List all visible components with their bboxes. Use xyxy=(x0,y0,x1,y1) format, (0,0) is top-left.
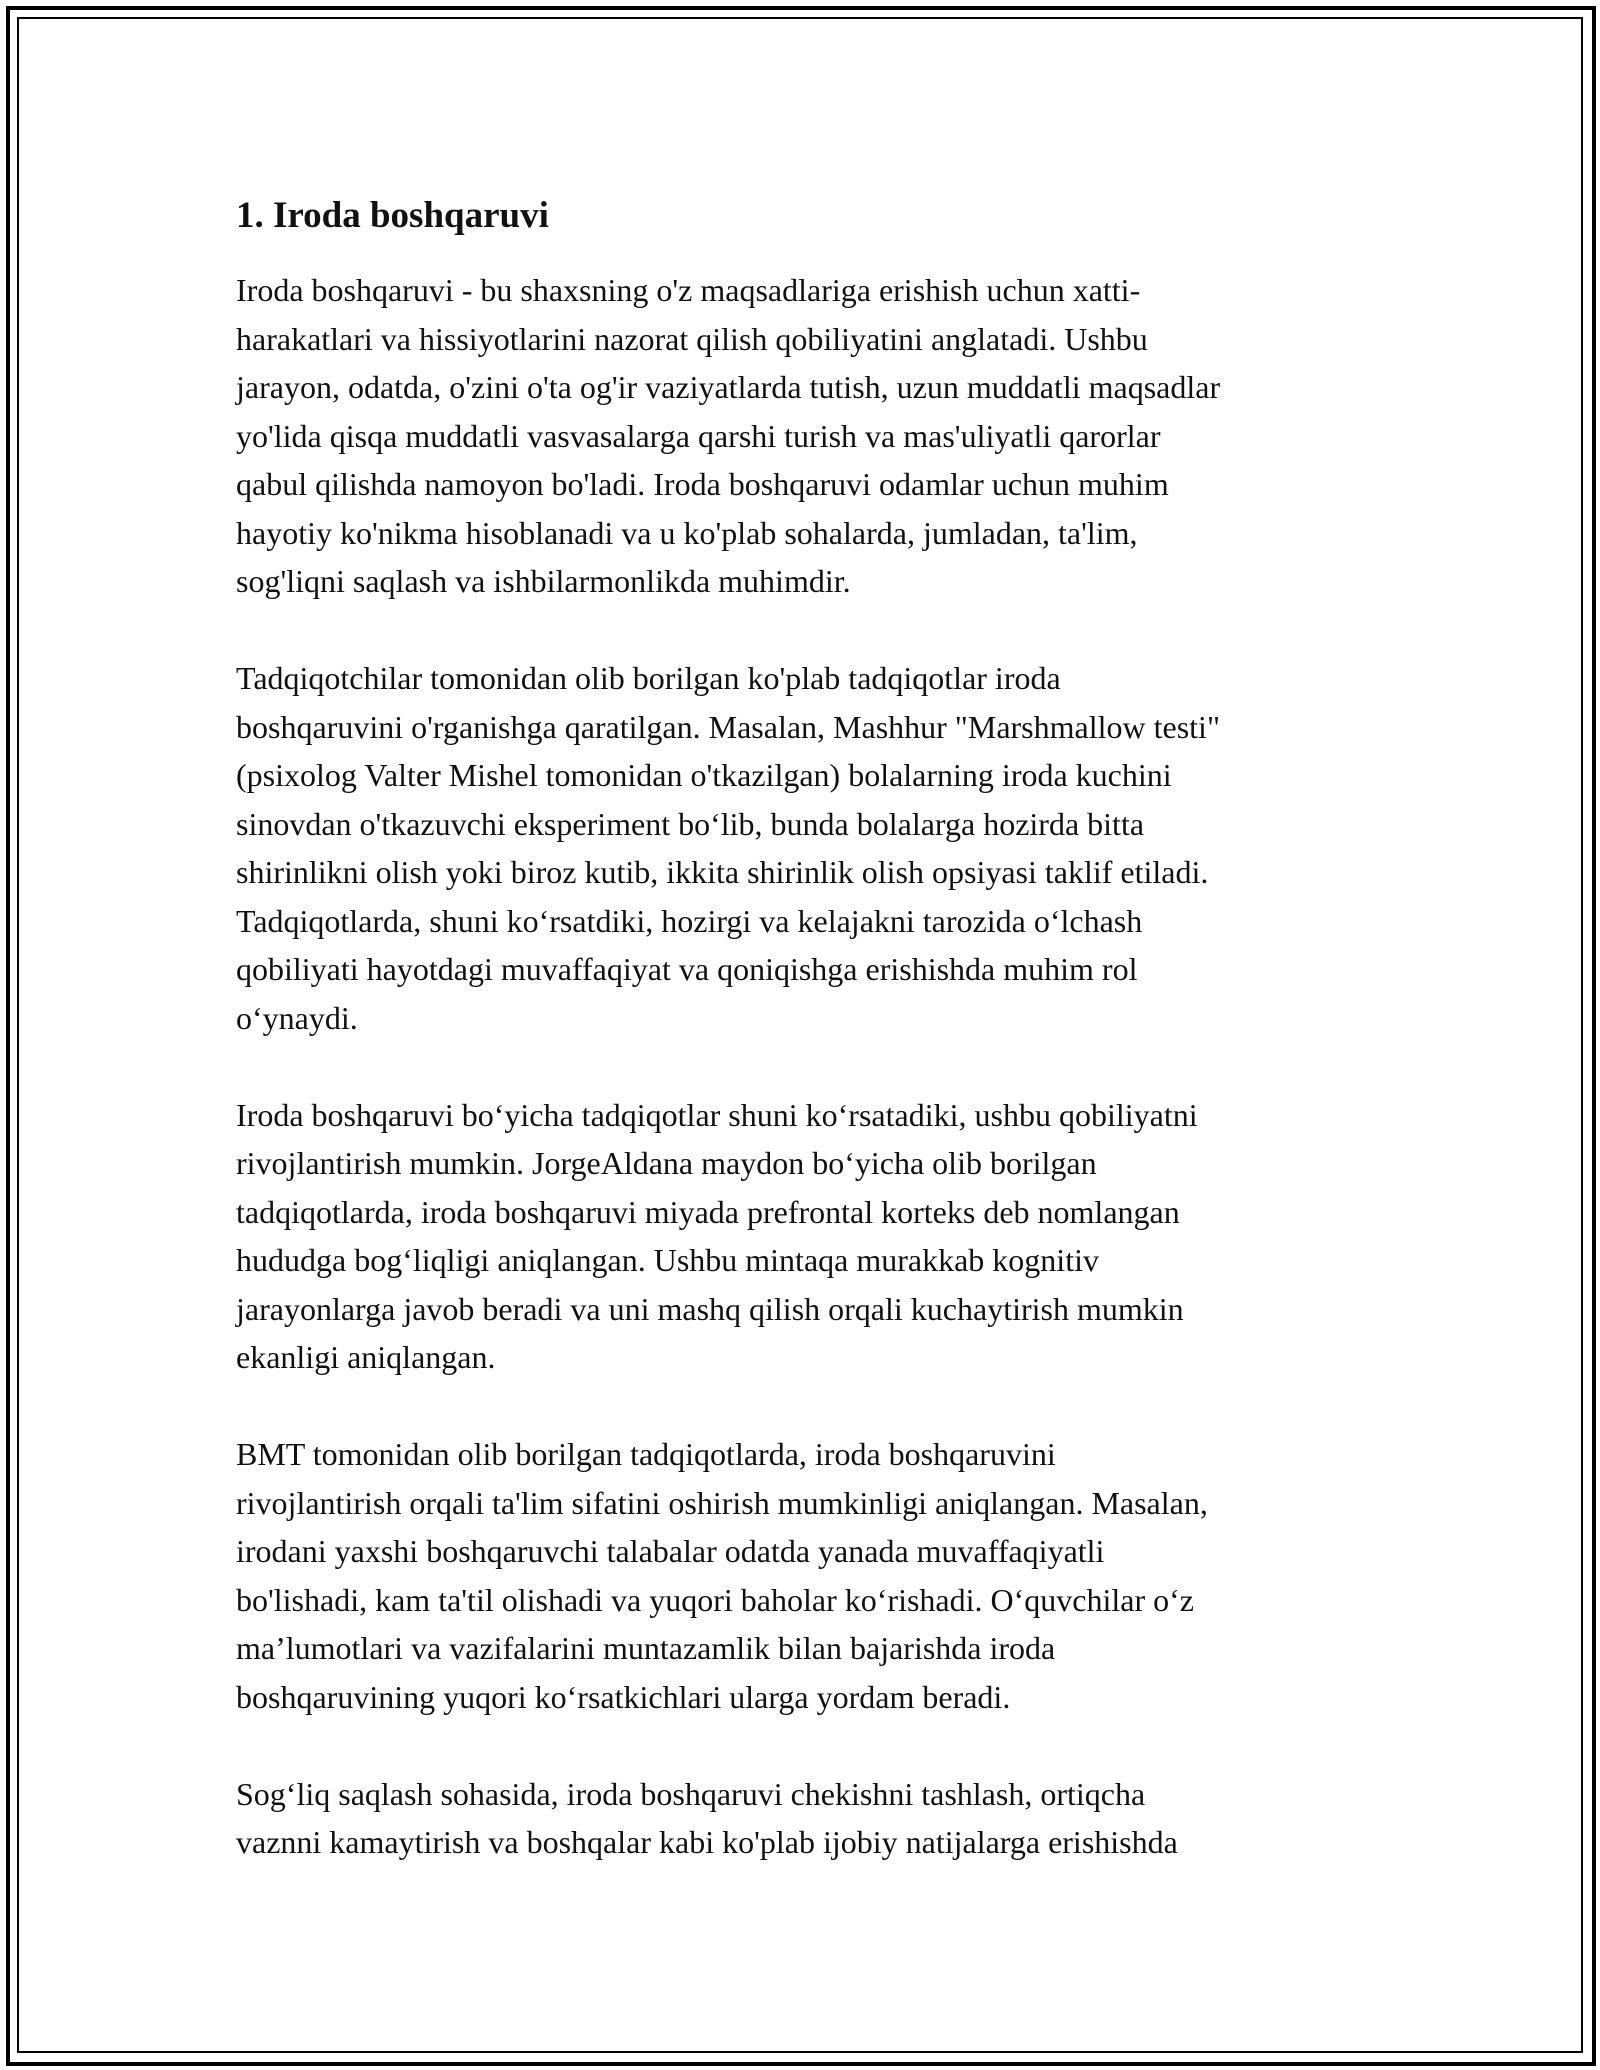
paragraph-line: Tadqiqotlarda, shuni ko‘rsatdiki, hozirgi va kelajakni tarozida o‘lchash xyxy=(236,902,1143,939)
paragraph-line: qobiliyati hayotdagi muvaffaqiyat va qoniqishga erishishda muhim rol xyxy=(236,951,1138,987)
paragraph-line: boshqaruvining yuqori ko‘rsatkichlari ularga yordam beradi. xyxy=(236,1678,1011,1715)
paragraph-line: harakatlari va hissiyotlarini nazorat qilish qobiliyatini anglatadi. Ushbu xyxy=(236,320,1148,357)
paragraph-line: BMT tomonidan olib borilgan tadqiqotlarda, iroda boshqaruvini xyxy=(236,1436,1056,1472)
paragraph-line: rivojlantirish mumkin. JorgeAldana maydon bo‘yicha olib borilgan xyxy=(236,1145,1097,1181)
document-body xyxy=(236,188,1376,1915)
paragraph-line: Iroda boshqaruvi bo‘yicha tadqiqotlar shuni ko‘rsatadiki, ushbu qobiliyatni xyxy=(236,1096,1198,1133)
paragraph-line: ma’lumotlari va vazifalarini muntazamlik bilan bajarishda iroda xyxy=(236,1630,1056,1666)
paragraph-3 xyxy=(236,1091,1376,1382)
paragraph-line: jarayonlarga javob beradi va uni mashq qilish orqali kuchaytirish mumkin xyxy=(236,1290,1184,1327)
paragraph-line: yo'lida qisqa muddatli vasvasalarga qarshi turish va mas'uliyatli qarorlar xyxy=(236,417,1161,454)
paragraph-line: irodani yaxshi boshqaruvchi talabalar odatda yanada muvaffaqiyatli xyxy=(236,1533,1105,1569)
paragraph-1 xyxy=(236,266,1376,606)
paragraph-line: rivojlantirish orqali ta'lim sifatini oshirish mumkinligi aniqlangan. Masalan, xyxy=(236,1484,1208,1521)
paragraph-line: qabul qilishda namoyon bo'ladi. Iroda boshqaruvi odamlar uchun muhim xyxy=(236,466,1169,502)
paragraph-line: jarayon, odatda, o'zini o'ta og'ir vaziyatlarda tutish, uzun muddatli maqsadlar xyxy=(236,369,1221,405)
paragraph-line: (psixolog Valter Mishel tomonidan o'tkazilgan) bolalarning iroda kuchini xyxy=(236,757,1172,793)
paragraph-line: Iroda boshqaruvi - bu shaxsning o'z maqsadlariga erishish uchun xatti- xyxy=(236,272,1141,308)
paragraph-line: bo'lishadi, kam ta'til olishadi va yuqori baholar ko‘rishadi. O‘quvchilar o‘z xyxy=(236,1581,1194,1618)
paragraph-line: vaznni kamaytirish va boshqalar kabi ko'plab ijobiy natijalarga erishishda xyxy=(236,1824,1178,1860)
paragraph-line: shirinlikni olish yoki biroz kutib, ikkita shirinlik olish opsiyasi taklif etiladi. xyxy=(236,854,1209,890)
paragraph-line: tadqiqotlarda, iroda boshqaruvi miyada prefrontal korteks deb nomlangan xyxy=(236,1193,1180,1230)
paragraph-4 xyxy=(236,1430,1376,1721)
paragraph-line: hayotiy ko'nikma hisoblanadi va u ko'plab sohalarda, jumladan, ta'lim, xyxy=(236,514,1138,551)
paragraph-line: hududga bog‘liqligi aniqlangan. Ushbu mintaqa murakkab kognitiv xyxy=(236,1242,1099,1278)
paragraph-line: sog'liqni saqlash va ishbilarmonlikda muhimdir. xyxy=(236,563,851,599)
paragraph-line: boshqaruvini o'rganishga qaratilgan. Masalan, Mashhur "Marshmallow testi" xyxy=(236,708,1220,745)
paragraph-5 xyxy=(236,1770,1376,1867)
paragraph-line: ekanligi aniqlangan. xyxy=(236,1339,496,1375)
paragraph-2 xyxy=(236,654,1376,1042)
paragraph-line: Tadqiqotchilar tomonidan olib borilgan ko'plab tadqiqotlar iroda xyxy=(236,660,1061,696)
paragraph-line: Sog‘liq saqlash sohasida, iroda boshqaruvi chekishni tashlash, ortiqcha xyxy=(236,1775,1146,1812)
section-heading: 1. Iroda boshqaruvi xyxy=(236,195,549,236)
paragraph-line: o‘ynaydi. xyxy=(236,999,358,1036)
paragraph-line: sinovdan o'tkazuvchi eksperiment bo‘lib, bunda bolalarga hozirda bitta xyxy=(236,805,1145,842)
